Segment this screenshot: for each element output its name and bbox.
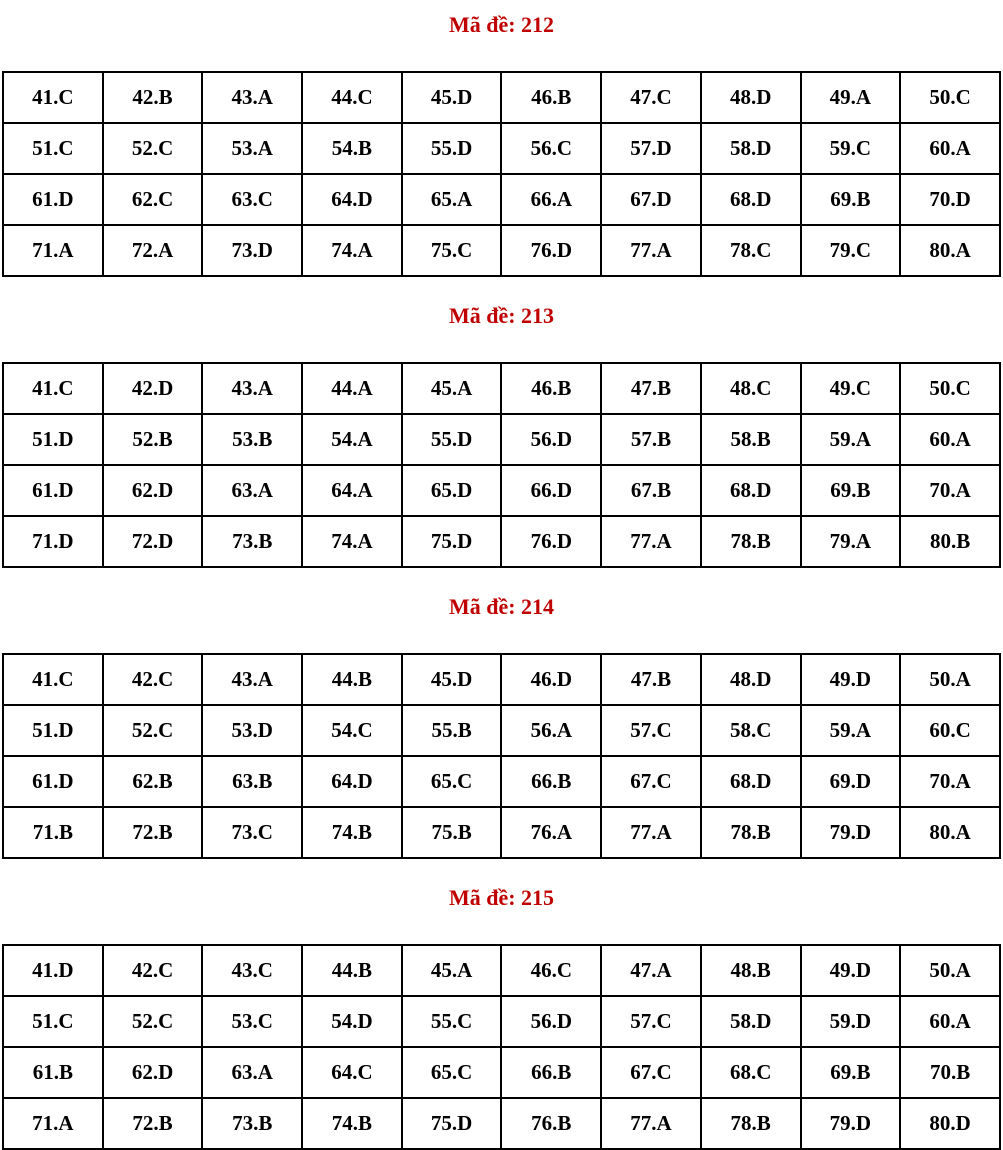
answer-cell: 69.B: [801, 174, 901, 225]
answer-cell: 52.C: [103, 705, 203, 756]
answer-cell: 61.D: [3, 465, 103, 516]
answer-cell: 77.A: [601, 225, 701, 276]
section-title-212: Mã đề: 212: [448, 12, 555, 37]
section-ma-de-212: [0, 12, 1003, 277]
answer-cell: 58.D: [701, 123, 801, 174]
answer-cell: 57.D: [601, 123, 701, 174]
answer-cell: 46.D: [501, 654, 601, 705]
answer-cell: 43.A: [202, 72, 302, 123]
answer-cell: 65.A: [402, 174, 502, 225]
answer-cell: 80.A: [900, 807, 1000, 858]
answer-cell: 44.C: [302, 72, 402, 123]
answer-cell: 79.D: [801, 807, 901, 858]
answer-cell: 69.B: [801, 465, 901, 516]
answer-cell: 47.B: [601, 654, 701, 705]
answer-cell: 49.D: [801, 945, 901, 996]
answer-cell: 61.D: [3, 756, 103, 807]
answer-cell: 42.B: [103, 72, 203, 123]
answer-cell: 56.D: [501, 414, 601, 465]
answer-cell: 70.A: [900, 465, 1000, 516]
answer-table-212: [2, 71, 1001, 277]
answer-cell: 68.D: [701, 465, 801, 516]
answer-cell: 58.C: [701, 705, 801, 756]
answer-cell: 56.A: [501, 705, 601, 756]
answer-cell: 54.D: [302, 996, 402, 1047]
answer-cell: 59.A: [801, 705, 901, 756]
answer-table-215: [2, 944, 1001, 1150]
answer-cell: 51.D: [3, 414, 103, 465]
answer-cell: 67.B: [601, 465, 701, 516]
answer-row: [3, 756, 1000, 807]
answer-cell: 55.B: [402, 705, 502, 756]
answer-cell: 62.D: [103, 1047, 203, 1098]
answer-cell: 60.A: [900, 996, 1000, 1047]
answer-cell: 65.C: [402, 756, 502, 807]
answer-cell: 80.B: [900, 516, 1000, 567]
answer-cell: 68.D: [701, 756, 801, 807]
answer-cell: 72.A: [103, 225, 203, 276]
answer-cell: 75.D: [402, 516, 502, 567]
answer-cell: 60.A: [900, 414, 1000, 465]
answer-cell: 49.A: [801, 72, 901, 123]
answer-row: [3, 654, 1000, 705]
answer-cell: 54.A: [302, 414, 402, 465]
answer-cell: 66.D: [501, 465, 601, 516]
answer-cell: 59.C: [801, 123, 901, 174]
answer-cell: 69.D: [801, 756, 901, 807]
answer-cell: 68.C: [701, 1047, 801, 1098]
answer-cell: 43.A: [202, 654, 302, 705]
answer-cell: 41.C: [3, 72, 103, 123]
answer-cell: 49.D: [801, 654, 901, 705]
answer-cell: 55.C: [402, 996, 502, 1047]
answer-cell: 78.B: [701, 1098, 801, 1149]
answer-cell: 47.B: [601, 363, 701, 414]
answer-cell: 79.D: [801, 1098, 901, 1149]
answer-row: [3, 945, 1000, 996]
answer-cell: 64.D: [302, 756, 402, 807]
answer-cell: 74.A: [302, 516, 402, 567]
answer-table-213: [2, 362, 1001, 568]
answer-cell: 59.D: [801, 996, 901, 1047]
answer-cell: 54.B: [302, 123, 402, 174]
answer-row: [3, 174, 1000, 225]
answer-row: [3, 705, 1000, 756]
answer-cell: 73.B: [202, 1098, 302, 1149]
answer-cell: 58.B: [701, 414, 801, 465]
answer-cell: 52.C: [103, 996, 203, 1047]
answer-cell: 49.C: [801, 363, 901, 414]
answer-cell: 60.A: [900, 123, 1000, 174]
answer-cell: 53.C: [202, 996, 302, 1047]
answer-cell: 64.D: [302, 174, 402, 225]
answer-row: [3, 72, 1000, 123]
answer-cell: 60.C: [900, 705, 1000, 756]
answer-cell: 77.A: [601, 1098, 701, 1149]
answer-cell: 80.D: [900, 1098, 1000, 1149]
answer-cell: 57.B: [601, 414, 701, 465]
answer-cell: 65.C: [402, 1047, 502, 1098]
answer-cell: 53.D: [202, 705, 302, 756]
answer-cell: 50.C: [900, 363, 1000, 414]
answer-cell: 41.C: [3, 363, 103, 414]
answer-cell: 63.C: [202, 174, 302, 225]
answer-row: [3, 807, 1000, 858]
answer-cell: 70.A: [900, 756, 1000, 807]
answer-cell: 73.D: [202, 225, 302, 276]
answer-cell: 67.C: [601, 1047, 701, 1098]
answer-cell: 76.D: [501, 516, 601, 567]
answer-cell: 48.B: [701, 945, 801, 996]
answer-cell: 63.B: [202, 756, 302, 807]
answer-cell: 69.B: [801, 1047, 901, 1098]
answer-cell: 67.C: [601, 756, 701, 807]
answer-row: [3, 225, 1000, 276]
answer-row: [3, 414, 1000, 465]
answer-cell: 48.C: [701, 363, 801, 414]
answer-cell: 68.D: [701, 174, 801, 225]
answer-cell: 71.D: [3, 516, 103, 567]
answer-cell: 73.C: [202, 807, 302, 858]
answer-cell: 76.B: [501, 1098, 601, 1149]
section-title-214: Mã đề: 214: [448, 594, 555, 619]
answer-cell: 47.C: [601, 72, 701, 123]
answer-cell: 75.C: [402, 225, 502, 276]
answer-cell: 70.D: [900, 174, 1000, 225]
answer-cell: 67.D: [601, 174, 701, 225]
answer-cell: 79.C: [801, 225, 901, 276]
answer-cell: 62.C: [103, 174, 203, 225]
answer-cell: 44.B: [302, 945, 402, 996]
answer-cell: 56.D: [501, 996, 601, 1047]
answer-cell: 78.B: [701, 807, 801, 858]
answer-cell: 71.A: [3, 225, 103, 276]
answer-cell: 72.B: [103, 807, 203, 858]
answer-row: [3, 996, 1000, 1047]
answer-cell: 53.B: [202, 414, 302, 465]
answer-cell: 42.C: [103, 945, 203, 996]
answer-cell: 44.A: [302, 363, 402, 414]
answer-cell: 71.B: [3, 807, 103, 858]
answer-cell: 45.A: [402, 945, 502, 996]
answer-cell: 61.D: [3, 174, 103, 225]
answer-cell: 45.D: [402, 654, 502, 705]
answer-row: [3, 363, 1000, 414]
answer-cell: 77.A: [601, 807, 701, 858]
answer-cell: 59.A: [801, 414, 901, 465]
answer-cell: 51.C: [3, 996, 103, 1047]
answer-cell: 76.A: [501, 807, 601, 858]
answer-cell: 47.A: [601, 945, 701, 996]
answer-cell: 41.D: [3, 945, 103, 996]
answer-row: [3, 465, 1000, 516]
answer-cell: 76.D: [501, 225, 601, 276]
answer-cell: 61.B: [3, 1047, 103, 1098]
answer-cell: 42.C: [103, 654, 203, 705]
answer-cell: 42.D: [103, 363, 203, 414]
answer-cell: 51.C: [3, 123, 103, 174]
answer-cell: 74.B: [302, 1098, 402, 1149]
section-ma-de-215: [0, 885, 1003, 1150]
answer-cell: 53.A: [202, 123, 302, 174]
answer-cell: 44.B: [302, 654, 402, 705]
answer-cell: 43.A: [202, 363, 302, 414]
answer-cell: 57.C: [601, 705, 701, 756]
answer-cell: 43.C: [202, 945, 302, 996]
answer-cell: 48.D: [701, 72, 801, 123]
answer-cell: 51.D: [3, 705, 103, 756]
answer-row: [3, 123, 1000, 174]
answer-cell: 72.D: [103, 516, 203, 567]
answer-row: [3, 516, 1000, 567]
answer-cell: 46.C: [501, 945, 601, 996]
answer-row: [3, 1098, 1000, 1149]
answer-cell: 64.C: [302, 1047, 402, 1098]
answer-cell: 50.A: [900, 945, 1000, 996]
section-title-213: Mã đề: 213: [448, 303, 555, 328]
answer-cell: 73.B: [202, 516, 302, 567]
answer-cell: 70.B: [900, 1047, 1000, 1098]
answer-cell: 62.D: [103, 465, 203, 516]
answer-cell: 75.D: [402, 1098, 502, 1149]
answer-cell: 55.D: [402, 414, 502, 465]
answer-cell: 66.B: [501, 1047, 601, 1098]
section-title-215: Mã đề: 215: [448, 885, 555, 910]
answer-cell: 56.C: [501, 123, 601, 174]
answer-cell: 48.D: [701, 654, 801, 705]
answer-cell: 74.B: [302, 807, 402, 858]
answer-cell: 50.A: [900, 654, 1000, 705]
answer-cell: 50.C: [900, 72, 1000, 123]
answer-cell: 64.A: [302, 465, 402, 516]
answer-cell: 78.C: [701, 225, 801, 276]
answer-cell: 66.A: [501, 174, 601, 225]
answer-cell: 79.A: [801, 516, 901, 567]
answer-cell: 63.A: [202, 1047, 302, 1098]
answer-cell: 41.C: [3, 654, 103, 705]
answer-cell: 80.A: [900, 225, 1000, 276]
answer-cell: 52.C: [103, 123, 203, 174]
answer-cell: 78.B: [701, 516, 801, 567]
answer-table-214: [2, 653, 1001, 859]
answer-cell: 63.A: [202, 465, 302, 516]
section-ma-de-214: [0, 594, 1003, 859]
answer-cell: 45.A: [402, 363, 502, 414]
answer-cell: 75.B: [402, 807, 502, 858]
answer-cell: 55.D: [402, 123, 502, 174]
answer-cell: 54.C: [302, 705, 402, 756]
answer-cell: 71.A: [3, 1098, 103, 1149]
answer-cell: 66.B: [501, 756, 601, 807]
answer-cell: 74.A: [302, 225, 402, 276]
answer-cell: 52.B: [103, 414, 203, 465]
answer-cell: 45.D: [402, 72, 502, 123]
answer-row: [3, 1047, 1000, 1098]
answer-key-page: [0, 12, 1003, 1150]
answer-cell: 62.B: [103, 756, 203, 807]
answer-cell: 72.B: [103, 1098, 203, 1149]
answer-cell: 65.D: [402, 465, 502, 516]
answer-cell: 58.D: [701, 996, 801, 1047]
answer-cell: 46.B: [501, 72, 601, 123]
answer-cell: 77.A: [601, 516, 701, 567]
answer-cell: 57.C: [601, 996, 701, 1047]
section-ma-de-213: [0, 303, 1003, 568]
answer-cell: 46.B: [501, 363, 601, 414]
